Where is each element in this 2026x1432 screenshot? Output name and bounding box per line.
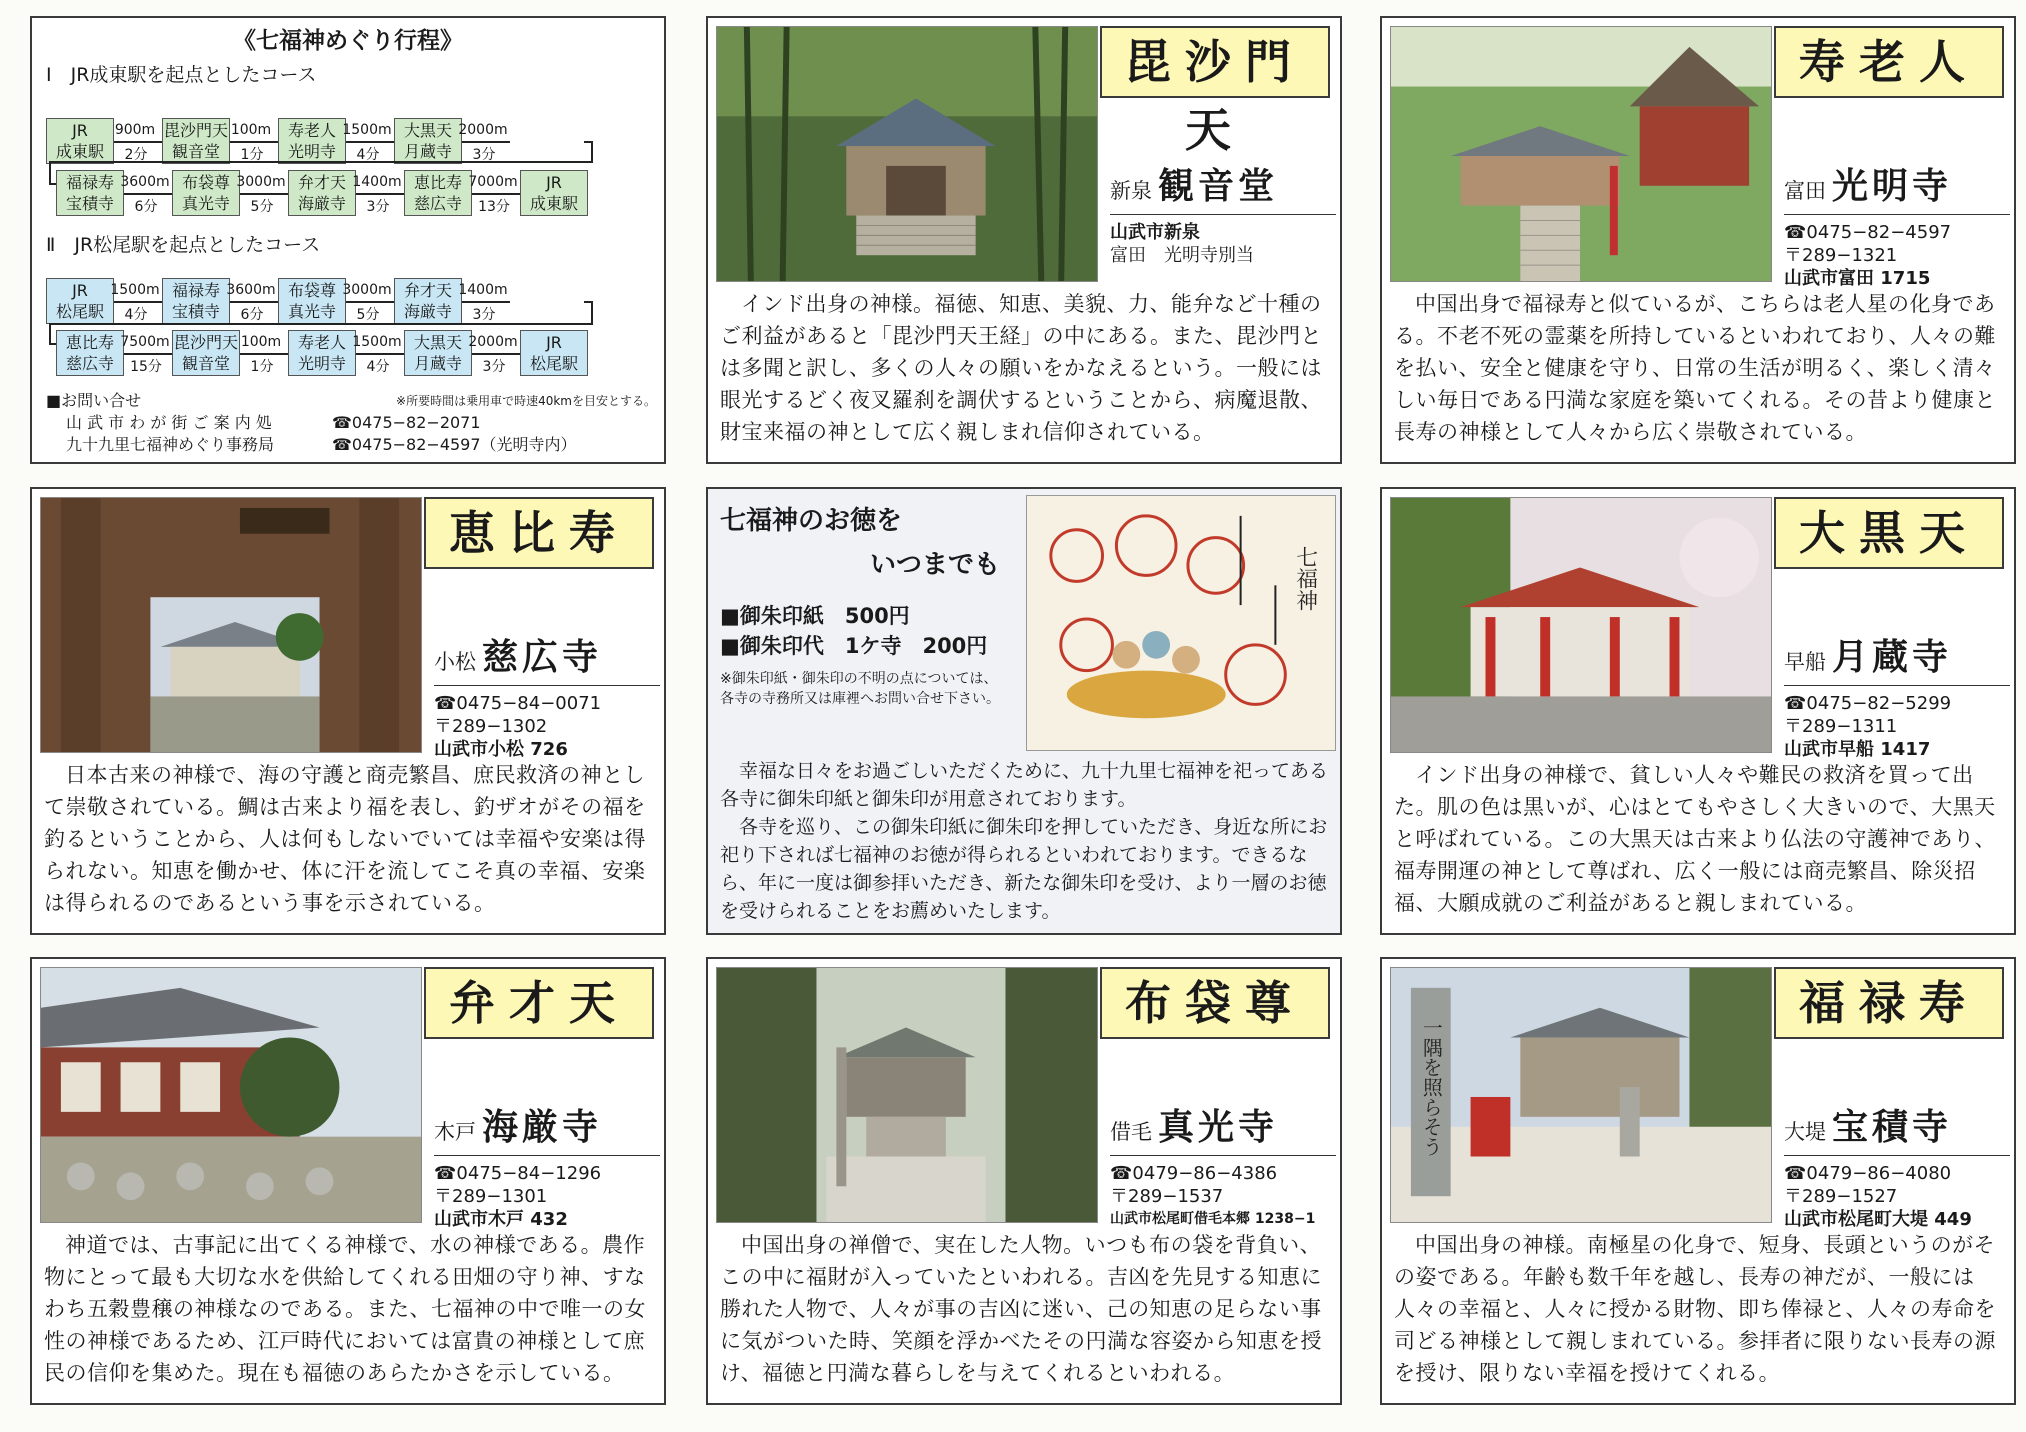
route-station: JR 成東駅: [520, 170, 588, 216]
goshuin-description: 幸福な日々をお過ごしいただくために、九十九里七福神を祀ってある各寺に御朱印紙と御朱印が用意されております。 各寺を巡り、この御朱印紙に御朱印を押していただき、身近な所にお祀り下されば七福神のお徳が得られるといわれております。できるなら、年に一度は御参拝いただき、新たな御朱印を受け、より一層のお徳を受けられることをお薦めいたします。: [720, 760, 1329, 922]
leg-distance: 1500m: [352, 334, 402, 350]
contact-head: ■お問い合せ: [46, 391, 142, 410]
leg-time: 1分: [250, 359, 274, 375]
hoshakuji-photo: [1390, 967, 1772, 1223]
leg-time: 3分: [472, 147, 496, 163]
fukurokuju-panel: [1380, 957, 2016, 1405]
leg-time: 6分: [134, 199, 158, 215]
contact1-tel: ☎0475−82−2071: [332, 413, 481, 432]
ebisu-panel: [30, 487, 666, 935]
temple-info: ☎0479−86−4386 〒289−1537 山武市松尾町借毛本郷 1238−1: [1110, 1155, 1336, 1231]
route-station: 福禄寿 宝積寺: [162, 278, 230, 324]
leg-distance: 3600m: [120, 174, 170, 190]
kannondo-photo: [716, 26, 1098, 282]
leg-line: [124, 193, 172, 195]
deity-description: インド出身の神様。福徳、知恵、美貌、力、能弁など十種のご利益があると「毘沙門天王経」の中にある。また、毘沙門とは多聞と訳し、多くの人々の願いをかなえるという。一般には眼光するどく夜叉羅刹を調伏するということから、病魔退散、財宝来福の神として広く親しまれ信仰されている。: [720, 292, 1322, 444]
leg-line: [240, 193, 288, 195]
deity-title: 大黒天: [1774, 497, 2004, 569]
leg-time: 4分: [366, 359, 390, 375]
route-station: 布袋尊 真光寺: [278, 278, 346, 324]
route-station: 寿老人 光明寺: [278, 118, 346, 164]
route-station: 弁才天 海厳寺: [394, 278, 462, 324]
goshuin-image: [1026, 495, 1336, 751]
gekkoji-photo: [1390, 497, 1772, 753]
leg-line: [346, 301, 394, 303]
leg-distance: 3600m: [226, 282, 276, 298]
route-station: 弁才天 海厳寺: [288, 170, 356, 216]
temple-name: 新泉 観音堂: [1110, 165, 1279, 207]
temple-info: ☎0479−86−4080 〒289−1527 山武市松尾町大堤 449: [1784, 1155, 2010, 1231]
deity-description: 中国出身で福禄寿と似ているが、こちらは老人星の化身である。不老不死の霊薬を所持しているといわれており、人々の難を払い、安全と健康を守り、日常の生活が明るく、楽しく清々しい毎日である円満な家庭を築いてくれる。その昔より健康と長寿の神様として人々から広く崇敬されている。: [1394, 292, 1996, 444]
leg-time: 5分: [250, 199, 274, 215]
route-station: 寿老人 光明寺: [288, 330, 356, 376]
leg-distance: 1500m: [342, 122, 392, 138]
leg-distance: 3000m: [342, 282, 392, 298]
leg-line: [346, 141, 394, 143]
route-station: 毘沙門天 観音堂: [172, 330, 240, 376]
leg-time: 5分: [356, 307, 380, 323]
temple-info: 山武市新泉 富田 光明寺別当: [1110, 214, 1336, 267]
leg-line: [114, 301, 162, 303]
route-title: 《七福神めぐり行程》: [233, 28, 463, 54]
leg-distance: 7000m: [468, 174, 518, 190]
goshuin-note: ※御朱印紙・御朱印の不明の点については、各寺の寺務所又は庫裡へお問い合せ下さい。: [720, 671, 1000, 707]
shinkoji-photo: [716, 967, 1098, 1223]
leg-line: [472, 353, 520, 355]
route-station: 大黒天 月蔵寺: [394, 118, 462, 164]
leg-distance: 1500m: [110, 282, 160, 298]
temple-info: ☎0475−82−5299 〒289−1311 山武市早船 1417: [1784, 685, 2010, 761]
temple-info: ☎0475−84−1296 〒289−1301 山武市木戸 432: [434, 1155, 660, 1231]
deity-title: 布袋尊: [1100, 967, 1330, 1039]
jikoji-photo: [40, 497, 422, 753]
leg-time: 3分: [482, 359, 506, 375]
leg-line: [462, 141, 510, 143]
jurojin-panel: [1380, 16, 2016, 464]
leg-time: 3分: [472, 307, 496, 323]
route-station: 大黒天 月蔵寺: [404, 330, 472, 376]
route-station: JR 松尾駅: [46, 278, 114, 324]
route-station: JR 松尾駅: [520, 330, 588, 376]
bishamonten-panel: [706, 16, 1342, 464]
contact2-name: 九十九里七福神めぐり事務局: [66, 435, 275, 454]
seal-text: 七福神: [1292, 545, 1318, 612]
deity-description: 神道では、古事記に出てくる神様で、水の神様である。農作物にとって最も大切な水を供給してくれる田畑の守り神、すなわち五穀豊穣の神様なのである。また、七福神の中で唯一の女性の神様であるため、江戸時代においては富貴の神様として庶民の信仰を集めた。現在も福徳のあらたかさを示している。: [44, 1233, 646, 1385]
komyoji-photo: [1390, 26, 1772, 282]
leg-line: [240, 353, 288, 355]
leg-time: 4分: [356, 147, 380, 163]
goshuin-panel: [706, 487, 1342, 935]
kaigonji-photo: [40, 967, 422, 1223]
leg-distance: 100m: [240, 334, 282, 350]
route-station: 毘沙門天 観音堂: [162, 118, 230, 164]
deity-title: 福禄寿: [1774, 967, 2004, 1039]
leg-distance: 900m: [114, 122, 156, 138]
deity-description: 日本古来の神様で、海の守護と商売繁昌、庶民救済の神として崇敬されている。鯛は古来より福を表し、釣ザオがその福を釣るということから、人は何もしないでいては幸福や安楽は得られない。知恵を働かせ、体に汗を流してこそ真の幸福、安楽は得られるのであるという事を示されている。: [44, 763, 646, 915]
leg-time: 3分: [366, 199, 390, 215]
contact1-name: 山 武 市 わ が 街 ご 案 内 処: [66, 413, 272, 432]
leg-line: [462, 301, 510, 303]
leg-line: [472, 193, 520, 195]
deity-title: 毘沙門天: [1100, 26, 1330, 98]
leg-time: 1分: [240, 147, 264, 163]
leg-time: 6分: [240, 307, 264, 323]
temple-name: 小松 慈広寺: [434, 636, 603, 678]
leg-line: [124, 353, 172, 355]
deity-description: 中国出身の神様。南極星の化身で、短身、長頭というのがその姿である。年齢も数千年を越し、長寿の神だが、一般には人々の幸福と、人々に授かる財物、即ち俸禄と、人々の寿命を司どる神様として親しまれている。参拝者に限りない長寿の源を授け、限りない幸福を授けてくれる。: [1394, 1233, 1996, 1385]
temple-info: ☎0475−82−4597 〒289−1321 山武市富田 1715: [1784, 214, 2010, 290]
temple-name: 借毛 真光寺: [1110, 1106, 1279, 1148]
deity-title: 恵比寿: [424, 497, 654, 569]
leg-time: 2分: [124, 147, 148, 163]
leg-distance: 1400m: [352, 174, 402, 190]
leg-distance: 1400m: [458, 282, 508, 298]
route-station: 恵比寿 慈広寺: [404, 170, 472, 216]
temple-info: ☎0475−84−0071 〒289−1302 山武市小松 726: [434, 685, 660, 761]
route-panel: [30, 16, 666, 464]
leg-line: [230, 141, 278, 143]
goshuin-title: 七福神のお徳を いつまでも: [720, 506, 1001, 580]
leg-distance: 100m: [230, 122, 272, 138]
temple-name: 富田 光明寺: [1784, 165, 1953, 207]
leg-line: [114, 141, 162, 143]
leg-time: 15分: [130, 359, 162, 375]
temple-name: 木戸 海厳寺: [434, 1106, 603, 1148]
route-note: ※所要時間は乗用車で時速40kmを目安とする。: [396, 394, 656, 408]
deity-title: 弁才天: [424, 967, 654, 1039]
leg-distance: 3000m: [236, 174, 286, 190]
hoteison-panel: [706, 957, 1342, 1405]
deity-title: 寿老人: [1774, 26, 2004, 98]
deity-description: インド出身の神様で、貧しい人々や難民の救済を買って出た。肌の色は黒いが、心はとてもやさしく大きいので、大黒天と呼ばれている。この大黒天は古来より仏法の守護神であり、福寿開運の神として尊ばれ、広く一般には商売繁昌、除災招福、大願成就のご利益があると親しまれている。: [1394, 763, 1996, 915]
leg-time: 4分: [124, 307, 148, 323]
contact2-tel: ☎0475−82−4597（光明寺内）: [332, 435, 577, 454]
leg-line: [356, 193, 404, 195]
leg-time: 13分: [478, 199, 510, 215]
leg-line: [356, 353, 404, 355]
daikokuten-panel: [1380, 487, 2016, 935]
stone-inscription: 一隅を照らそう: [1419, 1017, 1443, 1157]
course2-label: Ⅱ JR松尾駅を起点としたコース: [46, 234, 321, 256]
route-station: 福禄寿 宝積寺: [56, 170, 124, 216]
route-station: JR 成東駅: [46, 118, 114, 164]
leg-distance: 7500m: [120, 334, 170, 350]
route-station: 布袋尊 真光寺: [172, 170, 240, 216]
leg-line: [230, 301, 278, 303]
benzaiten-panel: [30, 957, 666, 1405]
goshuin-prices: ■御朱印紙 500円 ■御朱印代 1ケ寺 200円: [720, 604, 988, 658]
course1-label: Ⅰ JR成東駅を起点としたコース: [46, 64, 317, 86]
leg-distance: 2000m: [468, 334, 518, 350]
temple-name: 早船 月蔵寺: [1784, 636, 1953, 678]
deity-description: 中国出身の禅僧で、実在した人物。いつも布の袋を背負い、この中に福財が入っていたといわれる。吉凶を先見する知恵に勝れた人物で、人々が事の吉凶に迷い、己の知恵の足らない事に気がついた時、笑顔を浮かべたその円満な容姿から知恵を授け、福徳と円満な暮らしを与えてくれるといわれる。: [720, 1233, 1322, 1385]
route-station: 恵比寿 慈広寺: [56, 330, 124, 376]
leg-distance: 2000m: [458, 122, 508, 138]
temple-name: 大堤 宝積寺: [1784, 1106, 1953, 1148]
